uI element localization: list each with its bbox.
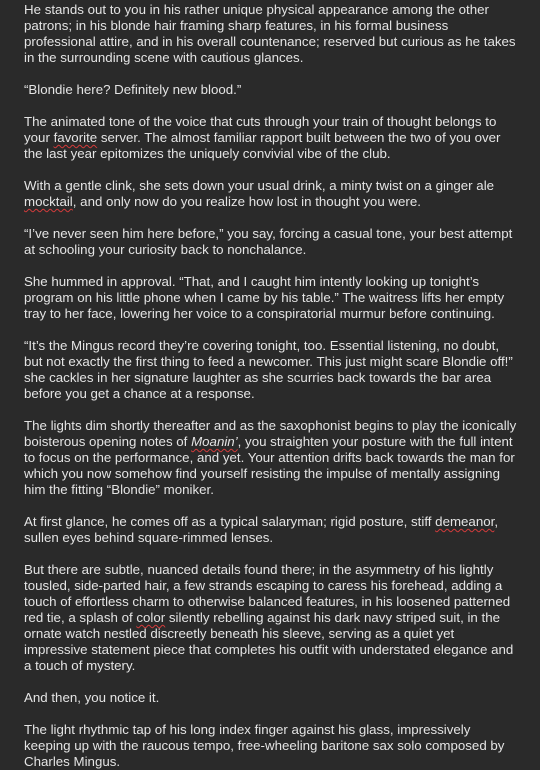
paragraph-3[interactable]	[24, 114, 520, 162]
paragraph-12[interactable]	[24, 722, 520, 770]
text-run: “It’s the Mingus record they’re covering tonight, too. Essential listening, no doubt, but not exactly the first thing to feed a newcomer. This just might scare Blondie off!” she cackles in her signature laughter as she scurries back towards the bar area before you get a chance at a response.	[24, 338, 513, 401]
text-run: , and only now do you realize how lost in thought you were.	[72, 194, 421, 209]
paragraph-10[interactable]	[24, 562, 520, 674]
misspelled-italic-title[interactable]: Moanin’	[191, 434, 238, 449]
text-run: silently rebelling against his dark navy striped suit, in the ornate watch nestled discreetly beneath his sleeve, serving as a quiet yet impressive statement piece that completes his outfit with understated elegance and a touch of mystery.	[24, 610, 514, 673]
text-run: The lights dim shortly thereafter and as the saxophonist begins to play the iconically boisterous opening notes of	[24, 418, 517, 449]
text-run: With a gentle clink, she sets down your usual drink, a minty twist on a ginger ale	[24, 178, 495, 193]
text-run: The animated tone of the voice that cuts through your train of thought belongs to your	[24, 114, 497, 145]
misspelled-word[interactable]: mocktail	[24, 194, 73, 209]
text-run: He stands out to you in his rather unique physical appearance among the other patrons; in his blonde hair framing sharp features, in his formal business professional attire, and in his overall countenance; reserved but curious as he takes in the surrounding scene with cautious glances.	[24, 2, 516, 65]
text-run: At first glance, he comes off as a typical salaryman; rigid posture, stiff	[24, 514, 436, 529]
text-run: She hummed in approval. “That, and I caught him intently looking up tonight’s program on his little phone when I came by his table.” The waitress lifts her empty tray to her face, lowering her voice to a conspiratorial murmur before continuing.	[24, 274, 505, 321]
paragraph-9[interactable]	[24, 514, 520, 546]
paragraph-6[interactable]	[24, 274, 520, 322]
text-run: But there are subtle, nuanced details found there; in the asymmetry of his lightly tousled, side-parted hair, a few strands escaping to caress his forehead, adding a touch of effortless charm to otherwise balanced features, in his loosened patterned red tie, a splash of	[24, 562, 511, 625]
text-run: server. The almost familiar rapport built between the two of you over the last year epitomizes the uniquely convivial vibe of the club.	[24, 130, 501, 161]
paragraph-7[interactable]	[24, 338, 520, 402]
text-run: “I’ve never seen him here before,” you say, forcing a casual tone, your best attempt at schooling your curiosity back to nonchalance.	[24, 226, 513, 257]
paragraph-4[interactable]	[24, 178, 520, 210]
misspelled-word[interactable]: demeanor	[435, 514, 495, 529]
paragraph-11[interactable]	[24, 690, 520, 706]
misspelled-word[interactable]: favorite	[53, 130, 98, 145]
paragraph-2[interactable]	[24, 82, 520, 98]
paragraph-1[interactable]	[24, 2, 520, 66]
text-run: , sullen eyes behind square-rimmed lenses.	[24, 514, 499, 545]
text-run: The light rhythmic tap of his long index finger against his glass, impressively keeping up with the raucous tempo, free-wheeling baritone sax solo composed by Charles Mingus.	[24, 722, 505, 769]
paragraph-5[interactable]	[24, 226, 520, 258]
text-run: “Blondie here? Definitely new blood.”	[24, 82, 242, 97]
paragraph-8[interactable]	[24, 418, 520, 498]
text-run: , you straighten your posture with the full intent to focus on the performance, and yet. Your attention drifts back towards the man for which you now somehow find yourself resisting the impulse of mentally assigning him the fitting “Blondie” moniker.	[24, 434, 515, 497]
text-run: And then, you notice it.	[24, 690, 160, 705]
misspelled-word[interactable]: color	[136, 610, 166, 625]
